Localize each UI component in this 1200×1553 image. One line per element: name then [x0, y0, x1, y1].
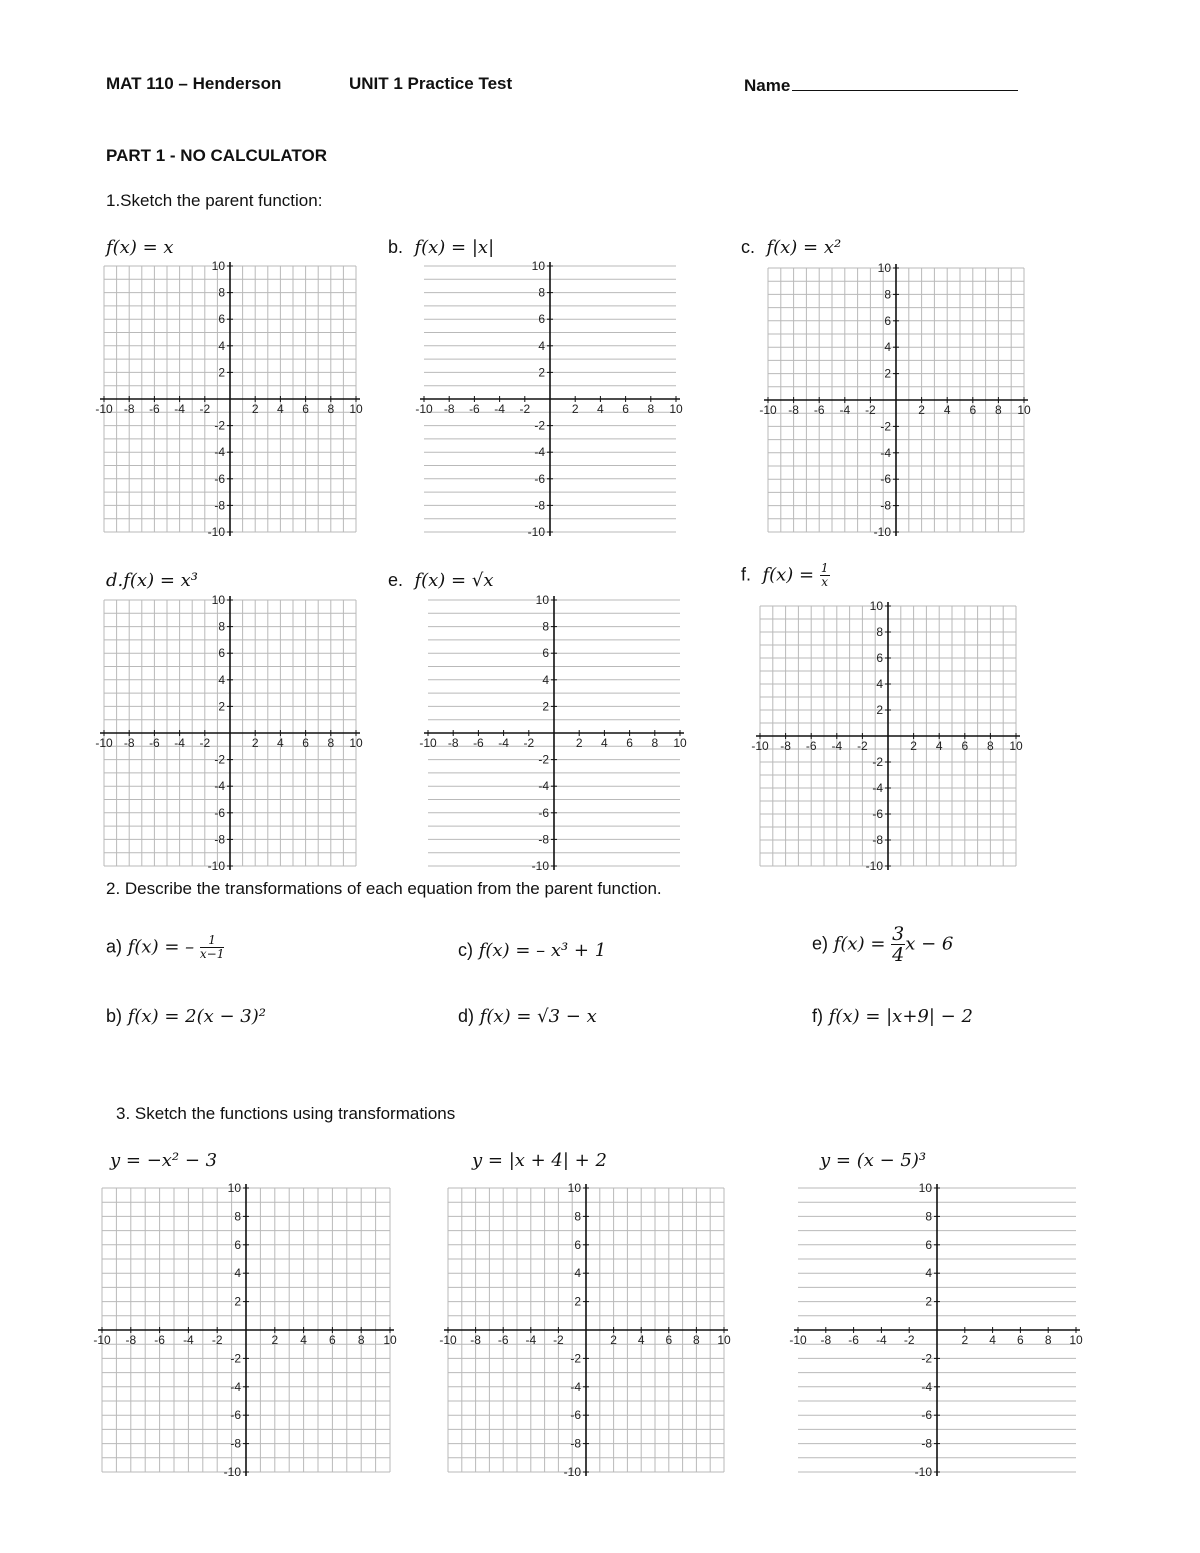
y-tick-label: -8: [872, 833, 883, 847]
y-tick-label: -8: [534, 498, 545, 513]
q2-item-f-eq: f(x) = |x+9| − 2: [828, 1006, 973, 1027]
graph-e-grid[interactable]: [418, 592, 690, 874]
y-tick-label: -6: [872, 807, 883, 821]
part1-title: PART 1 - NO CALCULATOR: [106, 146, 327, 165]
x-tick-label: -2: [553, 1333, 564, 1347]
y-tick-label: 8: [884, 287, 891, 302]
y-tick-label: -2: [880, 419, 891, 434]
y-tick-label: -2: [534, 418, 545, 433]
q2-item-f: [812, 1006, 973, 1027]
q3-graph-1-equation: y = −x² − 3: [110, 1150, 218, 1171]
y-tick-label: 10: [211, 593, 225, 607]
x-tick-label: 2: [251, 736, 259, 750]
y-tick-label: -8: [230, 1436, 241, 1451]
q3-graph-3-grid[interactable]: [788, 1180, 1086, 1480]
x-tick-label: -8: [788, 403, 799, 417]
y-tick-label: 2: [884, 366, 891, 381]
graph-a-grid[interactable]: [94, 258, 366, 540]
y-tick-label: -6: [230, 1408, 241, 1423]
name-label: Name: [744, 76, 791, 95]
x-tick-label: -8: [470, 1333, 481, 1347]
y-tick-label: -10: [873, 525, 891, 539]
x-tick-label: 2: [961, 1333, 969, 1347]
x-tick-label: 4: [637, 1333, 645, 1347]
x-tick-label: -10: [439, 1333, 457, 1347]
x-tick-label: 6: [622, 402, 629, 416]
x-tick-label: -2: [857, 739, 868, 753]
x-tick-label: -2: [523, 736, 535, 750]
q3-graph-2-grid[interactable]: [438, 1180, 734, 1480]
q2-item-d: [458, 1006, 597, 1027]
y-tick-label: -6: [538, 805, 549, 820]
q2-item-e-eq: f(x) =: [833, 933, 886, 955]
y-tick-label: -6: [534, 471, 545, 486]
graph-d-equation: f(x) = x³: [123, 570, 199, 591]
y-tick-label: -4: [570, 1379, 581, 1394]
x-tick-label: 6: [969, 403, 977, 417]
y-tick-label: -6: [214, 471, 225, 486]
q2-item-e-tail: x − 6: [905, 933, 954, 955]
q3-graph-2-equation: y = |x + 4| + 2: [472, 1150, 607, 1171]
x-tick-label: -6: [805, 739, 817, 753]
graph-b-label: b.: [388, 237, 404, 257]
y-tick-label: 4: [574, 1266, 581, 1281]
y-tick-label: 2: [234, 1294, 241, 1309]
x-tick-label: -10: [759, 403, 777, 417]
y-tick-label: 8: [876, 625, 883, 639]
x-tick-label: -8: [123, 736, 135, 750]
graph-f-label: f.: [741, 564, 752, 585]
y-tick-label: -2: [570, 1351, 581, 1366]
x-tick-label: 6: [329, 1333, 336, 1347]
x-tick-label: 4: [601, 736, 608, 750]
graph-c-grid[interactable]: [758, 260, 1034, 540]
x-tick-label: 10: [1009, 739, 1023, 753]
y-tick-label: -10: [865, 859, 883, 873]
y-tick-label: -4: [921, 1379, 932, 1394]
y-tick-label: 6: [218, 312, 225, 327]
y-tick-label: -8: [880, 498, 891, 513]
graph-e-equation: f(x) = √x: [414, 570, 494, 591]
y-tick-label: -4: [880, 445, 891, 460]
x-tick-label: 4: [943, 403, 951, 417]
question-1: 1.Sketch the parent function:: [106, 191, 323, 210]
y-tick-label: -6: [880, 472, 891, 487]
graph-d-label: d.: [106, 570, 124, 591]
y-tick-label: -2: [538, 752, 549, 767]
x-tick-label: 6: [302, 736, 309, 750]
graph-a-equation: f(x) = x: [106, 237, 174, 258]
q2-item-a-eq: f(x) = –: [127, 936, 195, 958]
graph-d-grid[interactable]: [94, 592, 366, 874]
y-tick-label: 10: [877, 261, 891, 275]
q2-item-c-eq: f(x) = – x³ + 1: [478, 940, 607, 961]
y-tick-label: 2: [876, 703, 883, 717]
x-tick-label: 2: [575, 736, 583, 750]
x-tick-label: 4: [597, 402, 604, 416]
q2-item-a-label: a): [106, 936, 123, 957]
x-tick-label: -4: [174, 736, 185, 750]
x-tick-label: -6: [848, 1333, 859, 1347]
x-tick-label: 8: [995, 403, 1002, 417]
q2-item-c-label: c): [458, 940, 473, 960]
y-tick-label: 10: [211, 259, 225, 273]
x-tick-label: -10: [93, 1333, 111, 1347]
x-tick-label: -4: [183, 1333, 194, 1347]
x-tick-label: 8: [647, 402, 655, 416]
y-tick-label: 6: [542, 646, 549, 661]
x-tick-label: 8: [651, 736, 659, 750]
x-tick-label: 2: [251, 402, 259, 416]
q2-item-f-label: f): [812, 1006, 823, 1026]
x-tick-label: -8: [447, 736, 459, 750]
graph-b-equation: f(x) = |x|: [414, 237, 495, 258]
y-tick-label: 10: [567, 1181, 581, 1195]
q2-item-e: [812, 924, 953, 965]
y-tick-label: 6: [574, 1237, 581, 1252]
q2-item-a-fraction: $\frac{1}{x-1}$: [199, 933, 225, 961]
x-tick-label: -10: [419, 736, 437, 750]
x-tick-label: 8: [693, 1333, 700, 1347]
x-tick-label: -2: [199, 736, 211, 750]
q2-item-a: [106, 934, 224, 961]
graph-c-label: c.: [741, 237, 756, 257]
x-tick-label: -2: [519, 402, 531, 416]
y-tick-label: -4: [538, 779, 549, 794]
x-tick-label: -6: [469, 402, 480, 416]
x-tick-label: -6: [149, 402, 160, 416]
x-tick-label: -4: [494, 402, 505, 416]
q2-item-b-label: b): [106, 1006, 123, 1026]
x-tick-label: 2: [271, 1333, 279, 1347]
x-tick-label: 8: [327, 402, 335, 416]
x-tick-label: -4: [525, 1333, 537, 1347]
x-tick-label: 10: [673, 736, 687, 750]
x-tick-label: -10: [95, 402, 113, 416]
x-tick-label: -8: [125, 1333, 137, 1347]
x-tick-label: -2: [865, 403, 876, 417]
x-tick-label: 8: [357, 1333, 365, 1347]
x-tick-label: 2: [918, 403, 925, 417]
y-tick-label: -2: [872, 755, 883, 769]
x-tick-label: 10: [349, 736, 363, 750]
x-tick-label: 6: [302, 402, 309, 416]
y-tick-label: 10: [869, 599, 883, 613]
y-tick-label: 8: [538, 285, 545, 300]
y-tick-label: 2: [538, 365, 545, 380]
y-tick-label: 4: [218, 338, 225, 353]
y-tick-label: 4: [925, 1266, 932, 1281]
y-tick-label: -2: [214, 752, 225, 767]
name-line: [792, 74, 1018, 91]
question-3: 3. Sketch the functions using transformations: [116, 1104, 456, 1123]
y-tick-label: 4: [218, 672, 225, 687]
q3-graph-1-grid[interactable]: [92, 1180, 400, 1480]
x-tick-label: -8: [123, 402, 135, 416]
x-tick-label: 4: [300, 1333, 307, 1347]
y-tick-label: -10: [207, 525, 225, 539]
y-tick-label: -4: [230, 1379, 241, 1394]
x-tick-label: -6: [497, 1333, 509, 1347]
q2-item-e-label: e): [812, 933, 829, 954]
y-tick-label: -8: [214, 498, 225, 513]
y-tick-label: -6: [570, 1408, 581, 1423]
x-tick-label: 4: [277, 402, 284, 416]
graph-c-label-wrap: [741, 237, 841, 258]
q2-item-b: [106, 1006, 266, 1027]
y-tick-label: -6: [214, 805, 225, 820]
x-tick-label: -2: [211, 1333, 223, 1347]
y-tick-label: -10: [207, 859, 225, 873]
x-tick-label: 6: [1017, 1333, 1024, 1347]
x-tick-label: -8: [443, 402, 455, 416]
y-tick-label: 4: [542, 672, 549, 687]
y-tick-label: 6: [876, 651, 883, 665]
x-tick-label: -10: [751, 739, 769, 753]
x-tick-label: -10: [415, 402, 433, 416]
y-tick-label: 2: [925, 1294, 932, 1309]
y-tick-label: 8: [234, 1209, 241, 1224]
y-tick-label: -8: [570, 1436, 581, 1451]
y-tick-label: -2: [214, 418, 225, 433]
x-tick-label: 10: [383, 1333, 397, 1347]
y-tick-label: -10: [531, 859, 549, 873]
x-tick-label: 8: [327, 736, 335, 750]
x-tick-label: -4: [831, 739, 843, 753]
y-tick-label: 4: [538, 338, 545, 353]
y-tick-label: -2: [921, 1351, 932, 1366]
x-tick-label: 10: [1069, 1333, 1083, 1347]
graph-f-fraction: $\frac{1}{x}$: [820, 561, 829, 589]
q2-item-e-fraction: $\frac{3}{4}$: [892, 923, 905, 966]
y-tick-label: 6: [218, 646, 225, 661]
x-tick-label: -6: [149, 736, 160, 750]
y-tick-label: -10: [223, 1465, 241, 1479]
q2-item-d-eq: f(x) = √3 − x: [479, 1006, 597, 1027]
x-tick-label: -10: [95, 736, 113, 750]
x-tick-label: 6: [626, 736, 633, 750]
y-tick-label: 8: [574, 1209, 581, 1224]
name-field[interactable]: [744, 74, 1018, 96]
y-tick-label: -10: [563, 1465, 581, 1479]
y-tick-label: -2: [230, 1351, 241, 1366]
x-tick-label: 4: [935, 739, 943, 753]
y-tick-label: -8: [921, 1436, 932, 1451]
x-tick-label: 4: [989, 1333, 996, 1347]
x-tick-label: 10: [1017, 403, 1031, 417]
y-tick-label: -8: [214, 832, 225, 847]
x-tick-label: 10: [669, 402, 683, 416]
x-tick-label: 10: [349, 402, 363, 416]
x-tick-label: -8: [820, 1333, 832, 1347]
graph-b-grid[interactable]: [414, 258, 686, 540]
y-tick-label: 8: [925, 1209, 932, 1224]
q3-graph-3-equation: y = (x − 5)³: [820, 1150, 927, 1171]
course-title: MAT 110 – Henderson: [106, 74, 282, 93]
q2-item-b-eq: f(x) = 2(x − 3)²: [127, 1006, 266, 1027]
graph-c-equation: f(x) = x²: [766, 237, 842, 258]
y-tick-label: -10: [914, 1465, 932, 1479]
y-tick-label: -4: [214, 445, 225, 460]
y-tick-label: 6: [884, 313, 891, 328]
test-title: UNIT 1 Practice Test: [349, 74, 513, 93]
y-tick-label: 4: [234, 1266, 241, 1281]
graph-e-label: e.: [388, 570, 404, 590]
graph-b-label-wrap: [388, 237, 494, 258]
graph-e-label-wrap: [388, 570, 493, 591]
x-tick-label: -4: [498, 736, 509, 750]
x-tick-label: -4: [174, 402, 185, 416]
x-tick-label: -6: [154, 1333, 165, 1347]
x-tick-label: 10: [717, 1333, 731, 1347]
y-tick-label: 4: [884, 340, 891, 355]
y-tick-label: 10: [227, 1181, 241, 1195]
x-tick-label: -10: [789, 1333, 807, 1347]
x-tick-label: -6: [813, 403, 825, 417]
x-tick-label: 6: [665, 1333, 673, 1347]
x-tick-label: 6: [961, 739, 969, 753]
y-tick-label: 8: [218, 285, 225, 300]
graph-f-label-wrap: [741, 562, 830, 589]
y-tick-label: 6: [234, 1237, 241, 1252]
y-tick-label: 8: [542, 619, 549, 634]
y-tick-label: 6: [925, 1237, 932, 1252]
x-tick-label: 2: [610, 1333, 617, 1347]
x-tick-label: -8: [780, 739, 791, 753]
x-tick-label: 8: [987, 739, 994, 753]
y-tick-label: -4: [534, 445, 545, 460]
y-tick-label: 4: [876, 677, 883, 691]
y-tick-label: 6: [538, 312, 545, 327]
y-tick-label: -4: [214, 779, 225, 794]
x-tick-label: 8: [1044, 1333, 1052, 1347]
question-2: 2. Describe the transformations of each equation from the parent function.: [106, 879, 662, 898]
graph-f-grid[interactable]: [750, 598, 1026, 874]
y-tick-label: 2: [218, 699, 225, 714]
y-tick-label: -8: [538, 832, 549, 847]
q2-item-d-label: d): [458, 1006, 475, 1026]
y-tick-label: 8: [218, 619, 225, 634]
y-tick-label: 10: [918, 1181, 932, 1195]
graph-d-label-wrap: [106, 570, 198, 591]
y-tick-label: -6: [921, 1408, 932, 1423]
y-tick-label: -10: [527, 525, 545, 539]
x-tick-label: 4: [277, 736, 284, 750]
y-tick-label: -4: [872, 781, 883, 795]
x-tick-label: -4: [876, 1333, 887, 1347]
x-tick-label: -2: [903, 1333, 915, 1347]
x-tick-label: -6: [473, 736, 484, 750]
q2-item-c: [458, 940, 606, 961]
y-tick-label: 10: [531, 259, 545, 273]
y-tick-label: 10: [535, 593, 549, 607]
y-tick-label: 2: [574, 1294, 581, 1309]
graph-f-equation: f(x) =: [762, 564, 815, 586]
x-tick-label: -2: [199, 402, 211, 416]
x-tick-label: 2: [910, 739, 917, 753]
x-tick-label: -4: [839, 403, 851, 417]
y-tick-label: 2: [542, 699, 549, 714]
x-tick-label: 2: [571, 402, 579, 416]
y-tick-label: 2: [218, 365, 225, 380]
